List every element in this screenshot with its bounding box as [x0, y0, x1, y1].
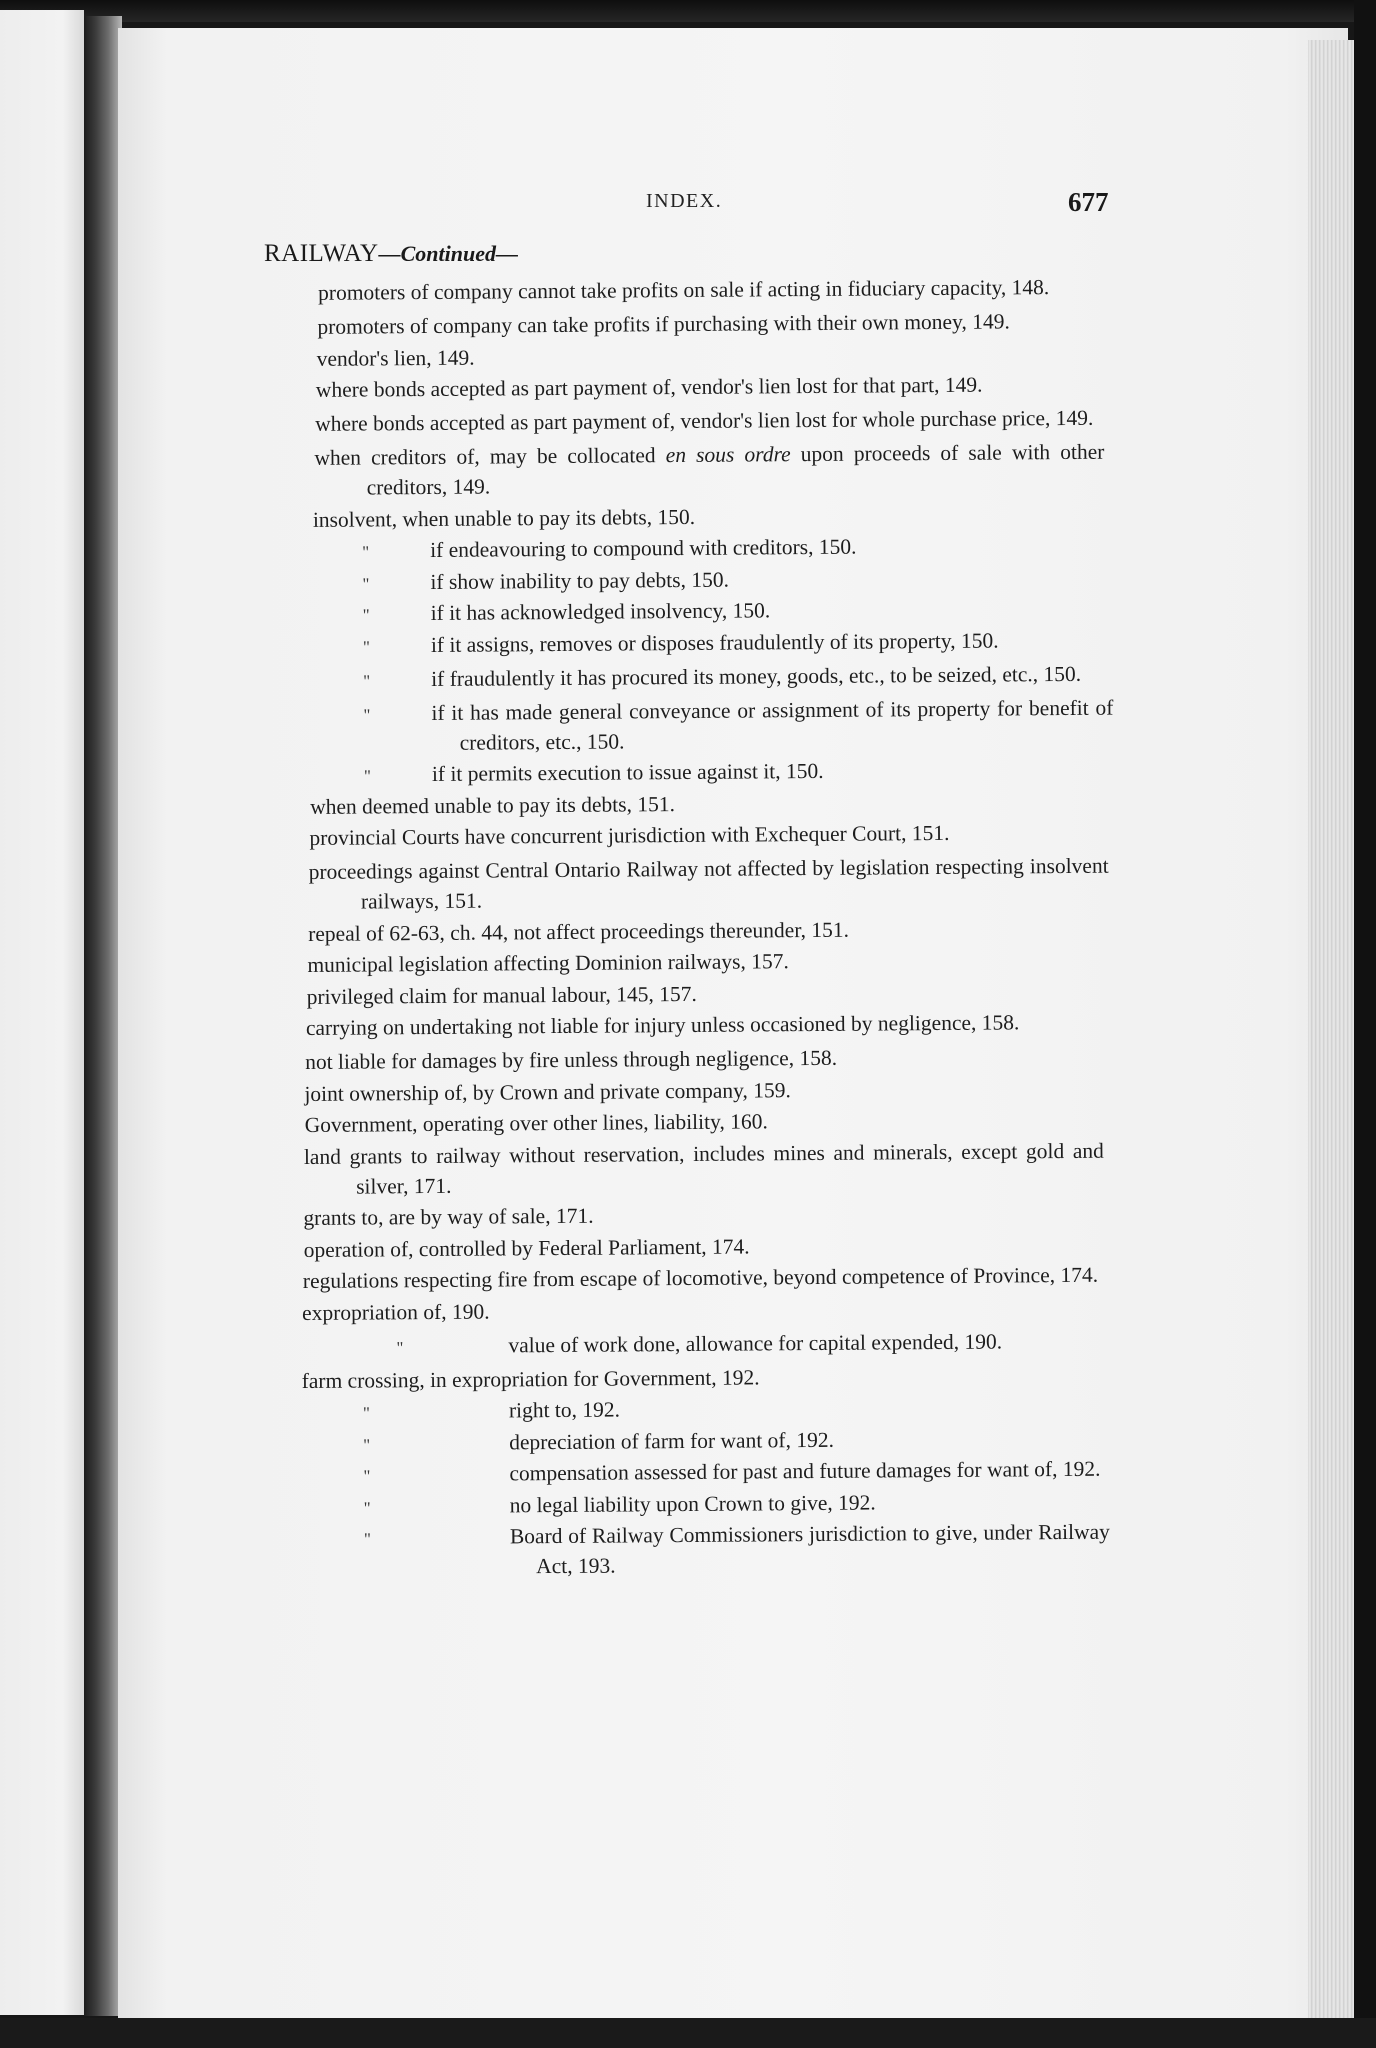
entry-text: Government, operating over other lines, liability, 160. — [304, 1109, 768, 1137]
entry-text: where bonds accepted as part payment of, vendor's lien lost for whole purchase price, 149. — [315, 405, 1094, 436]
index-entry — [309, 817, 1109, 853]
index-entry — [316, 369, 1106, 405]
index-entry — [317, 306, 1107, 342]
ditto-mark: " — [363, 1434, 372, 1455]
ditto-mark: " — [363, 766, 372, 786]
entry-text: expropriation of, 190. — [302, 1299, 490, 1325]
entry-text: promoters of company can take profits if purchasing with their own money, 149. — [317, 309, 1010, 339]
index-entry — [362, 531, 998, 565]
entry-text: municipal legislation affecting Dominion railways, 157. — [307, 949, 789, 977]
entry-text: where bonds accepted as part payment of, vendor's lien lost for that part, 149. — [315, 372, 983, 402]
index-entry — [304, 1228, 1104, 1264]
ditto-mark: " — [362, 605, 371, 625]
index-entry — [318, 272, 1108, 308]
entry-text: carrying on undertaking not liable for injury unless occasioned by negligence, 158. — [305, 1010, 1020, 1040]
entry-text: grants to, are by way of sale, 171. — [303, 1203, 594, 1231]
index-entry — [363, 1517, 1110, 1582]
index-entry — [362, 594, 999, 628]
ditto-mark: " — [363, 1529, 372, 1549]
ditto-mark: " — [362, 542, 371, 562]
index-entry — [302, 1291, 1102, 1327]
entry-text: compensation assessed for past and future damages for want of, 192. — [509, 1456, 1101, 1486]
ditto-mark: " — [363, 704, 372, 725]
page-number: 677 — [1068, 187, 1109, 217]
section-title: RAILWAY — [264, 240, 379, 267]
ditto-mark: " — [363, 1497, 372, 1518]
ditto-mark: " — [396, 1337, 405, 1357]
entry-text: right to, 192. — [508, 1397, 621, 1423]
entry-text: if it permits execution to issue against it, 150. — [431, 758, 824, 786]
entry-text: promoters of company cannot take profits on sale if acting in fiduciary capacity, 148. — [318, 275, 1050, 305]
entry-text: farm crossing, in expropriation for Government, 192. — [301, 1364, 760, 1393]
ditto-mark: " — [363, 1466, 372, 1486]
scan-top-border — [0, 0, 1376, 22]
index-entry — [362, 1391, 1109, 1426]
index-entry — [304, 1135, 1104, 1201]
index-entry — [303, 1260, 1103, 1296]
entry-text: joint ownership of, by Crown and private company, 159. — [304, 1077, 791, 1106]
entry-text: vendor's lien, 149. — [316, 345, 475, 371]
entry-text: if show inability to pay debts, 150. — [430, 567, 730, 594]
running-head: INDEX. — [646, 190, 723, 212]
entry-text-italic: en sous ordre — [665, 442, 791, 468]
entry-text: if it assigns, removes or disposes fraudulently of its property, 150. — [430, 628, 999, 657]
index-entry — [396, 1325, 1108, 1360]
index-entry — [309, 851, 1109, 917]
index-entry — [305, 1104, 1105, 1140]
ditto-mark: " — [362, 636, 371, 657]
index-entry — [362, 562, 998, 596]
index-entry — [313, 498, 1103, 534]
entry-text: repeal of 62-63, ch. 44, not affect proceedings thereunder, 151. — [308, 917, 850, 946]
entry-text: insolvent, when unable to pay its debts, 150. — [312, 504, 696, 532]
index-entry — [363, 1454, 1109, 1489]
entry-text: if endeavouring to compound with creditors, 150. — [430, 534, 857, 562]
index-entry — [308, 912, 1108, 948]
ditto-mark: " — [362, 573, 371, 594]
entry-text-part: upon proceeds of sale with other creditors, 149. — [366, 439, 1105, 500]
index-entry — [362, 624, 1113, 659]
entry-text: proceedings against Central Ontario Railway not affected by legislation respecting insolvent railways, 151. — [308, 853, 1109, 914]
entry-text: land grants to railway without reservation, includes mines and minerals, except gold and silver, 171. — [303, 1138, 1104, 1199]
index-entry — [307, 975, 1107, 1011]
index-entry — [306, 1007, 1106, 1043]
entry-text: value of work done, allowance for capital expended, 190. — [508, 1329, 1003, 1357]
ditto-mark: " — [362, 1403, 371, 1423]
index-entry — [304, 1072, 1104, 1108]
index-entry — [363, 1422, 1109, 1457]
entry-text: if fraudulently it has procured its money, goods, etc., to be seized, etc., 150. — [431, 661, 1082, 691]
index-entry — [363, 1485, 1110, 1520]
section-heading — [264, 240, 518, 268]
entry-text: not liable for damages by fire unless through negligence, 158. — [305, 1045, 838, 1074]
entry-text: if it has acknowledged insolvency, 150. — [430, 598, 771, 625]
index-entry — [317, 337, 1107, 373]
entry-text: Board of Railway Commissioners jurisdiction to give, under Railway Act, 193. — [509, 1519, 1110, 1579]
section-continued: —Continued— — [378, 241, 518, 266]
index-entry — [363, 754, 1114, 789]
index-entry — [310, 785, 1110, 821]
entry-text: depreciation of farm for want of, 192. — [509, 1427, 835, 1454]
index-entry — [363, 658, 1113, 693]
entry-text: if it has made general conveyance or assignment of its property for benefit of creditors, etc., 150. — [431, 695, 1114, 755]
index-entry — [302, 1359, 1102, 1395]
entry-text-part: when creditors of, may be collocated — [314, 443, 666, 470]
index-entry — [315, 403, 1105, 439]
ditto-mark: " — [363, 670, 372, 691]
index-entry — [305, 1041, 1105, 1077]
index-entry — [314, 437, 1104, 503]
index-entry — [363, 692, 1114, 757]
entry-text: operation of, controlled by Federal Parliament, 174. — [303, 1233, 750, 1262]
entry-text: regulations respecting fire from escape of locomotive, beyond competence of Province, 174. — [302, 1262, 1099, 1294]
entry-text: provincial Courts have concurrent jurisdiction with Exchequer Court, 151. — [309, 820, 950, 850]
entry-text: privileged claim for manual labour, 145, 157. — [306, 981, 697, 1009]
entry-text — [314, 437, 1104, 503]
index-entry — [307, 944, 1107, 980]
entry-text: when deemed unable to pay its debts, 151. — [310, 791, 676, 819]
scan-bottom-border — [0, 2018, 1376, 2048]
index-entries — [0, 270, 1376, 1587]
index-entry — [303, 1197, 1103, 1233]
entry-text: no legal liability upon Crown to give, 192. — [509, 1490, 876, 1517]
